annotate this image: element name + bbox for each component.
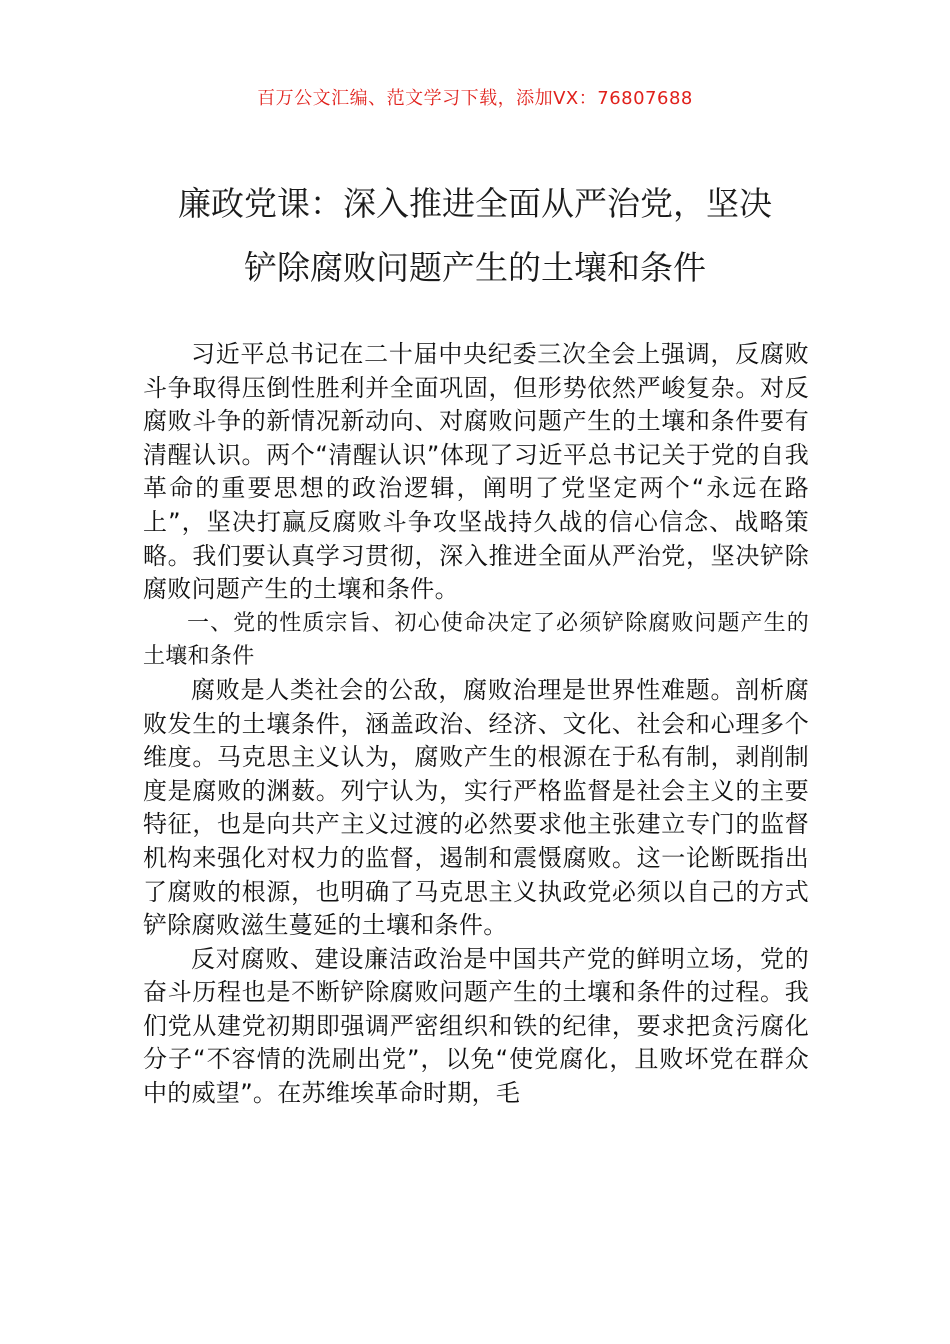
title-line-1: 廉政党课：深入推进全面从严治党，坚决	[178, 184, 772, 223]
paragraph-intro: 习近平总书记在二十届中央纪委三次全会上强调，反腐败斗争取得压倒性胜利并全面巩固，但形势依然严峻复杂。对反腐败斗争的新情况新动向、对腐败问题产生的土壤和条件要有清醒认识。两个“清醒认识”体现了习近平总书记关于党的自我革命的重要思想的政治逻辑，阐明了党坚定两个“永远在路上”，坚决打赢反腐败斗争攻坚战持久战的信心信念、战略策略。我们要认真学习贯彻，深入推进全面从严治党，坚决铲除腐败问题产生的土壤和条件。	[143, 340, 809, 604]
header-note: 百万公文汇编、范文学习下载，添加VX：76807688	[257, 88, 693, 109]
paragraph-party-history: 反对腐败、建设廉洁政治是中国共产党的鲜明立场，党的奋斗历程也是不断铲除腐败问题产生的土壤和条件的过程。我们党从建党初期即强调严密组织和铁的纪律，要求把贪污腐化分子“不容情的洗刷出党”，以免“使党腐化，且败坏党在群众中的威望”。在苏维埃革命时期，毛	[143, 944, 809, 1108]
paragraph-corruption-roots: 腐败是人类社会的公敌，腐败治理是世界性难题。剖析腐败发生的土壤条件，涵盖政治、经济、文化、社会和心理多个维度。马克思主义认为，腐败产生的根源在于私有制，剥削制度是腐败的渊薮。列宁认为，实行严格监督是社会主义的主要特征，也是向共产主义过渡的必然要求他主张建立专门的监督机构来强化对权力的监督，遏制和震慑腐败。这一论断既指出了腐败的根源，也明确了马克思主义执政党必须以自己的方式铲除腐败滋生蔓延的土壤和条件。	[143, 675, 809, 940]
page-title	[110, 172, 840, 300]
document-body	[143, 338, 809, 1111]
title-line-2: 铲除腐败问题产生的土壤和条件	[244, 248, 706, 287]
section-heading-1: 一、党的性质宗旨、初心使命决定了必须铲除腐败问题产生的土壤和条件	[143, 610, 809, 670]
